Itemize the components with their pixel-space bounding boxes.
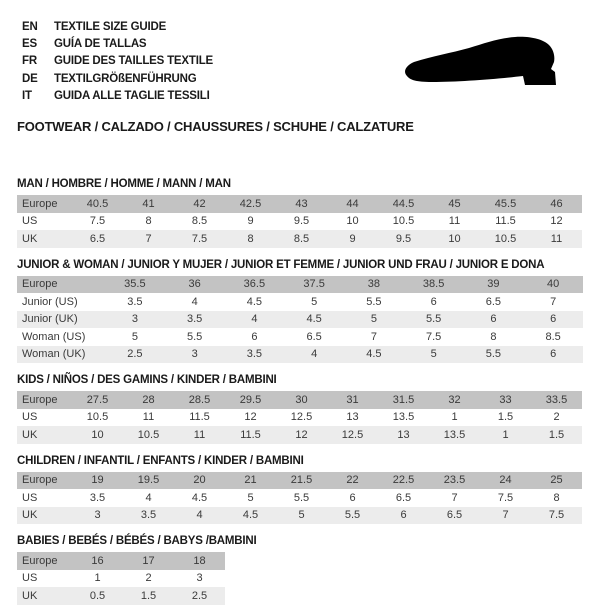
size-cell: 3.5 (127, 295, 143, 308)
size-cell: 5 (311, 295, 318, 308)
size-table-section (17, 259, 583, 364)
size-cell: 3 (94, 509, 101, 522)
table-row (17, 391, 582, 409)
size-cell: 30 (295, 393, 308, 406)
table-row (17, 489, 582, 507)
size-cell: 27.5 (86, 393, 109, 406)
size-cell: 7 (550, 295, 557, 308)
size-table (17, 472, 582, 525)
size-cell: 6 (400, 509, 407, 522)
size-cell: 19 (91, 474, 104, 487)
size-cell: 7.5 (89, 215, 106, 228)
size-cell: 5 (247, 491, 254, 504)
size-cell: 4.5 (366, 348, 382, 361)
size-cell: 29.5 (239, 393, 262, 406)
size-cell: 8.5 (293, 232, 310, 245)
size-cell: 44 (346, 197, 359, 210)
table-row (17, 328, 583, 346)
size-cell: 9 (247, 215, 254, 228)
table-row (17, 230, 582, 248)
size-cell: 38 (367, 278, 380, 291)
size-tables (17, 178, 583, 605)
language-code: FR (22, 55, 37, 68)
size-cell: 17 (142, 554, 155, 567)
size-cell: 12 (550, 215, 563, 228)
size-cell: 25 (550, 474, 563, 487)
size-cell: 3.5 (246, 348, 263, 361)
size-cell: 4 (191, 295, 198, 308)
size-cell: 6 (550, 348, 557, 361)
size-cell: 8 (490, 330, 497, 343)
size-cell: 40.5 (86, 197, 109, 210)
size-cell: 9 (349, 232, 356, 245)
size-table-section (17, 178, 583, 248)
size-cell: 10.5 (86, 411, 109, 424)
row-label: Junior (UK) (22, 313, 78, 326)
size-cell: 42.5 (239, 197, 262, 210)
size-cell: 28 (142, 393, 155, 406)
size-cell: 11 (448, 215, 461, 228)
size-cell: 5 (430, 348, 437, 361)
language-label: TEXTILE SIZE GUIDE (54, 20, 167, 33)
table-title: MAN / HOMBRE / HOMME / MANN / MAN (17, 178, 231, 190)
size-cell: 45.5 (494, 197, 517, 210)
row-label: US (22, 572, 38, 585)
language-code: IT (22, 90, 32, 103)
size-cell: 5.5 (485, 348, 502, 361)
size-cell: 2 (553, 411, 560, 424)
size-cell: 6.5 (395, 491, 412, 504)
size-cell: 1.5 (140, 589, 157, 602)
size-table (17, 391, 582, 444)
section-title: FOOTWEAR / CALZADO / CHAUSSURES / SCHUHE / CALZATURE (17, 119, 414, 134)
size-table (17, 195, 582, 248)
size-cell: 1.5 (497, 411, 514, 424)
size-cell: 10 (91, 428, 104, 441)
table-title: BABIES / BEBÉS / BÉBÉS / BABYS /BAMBINI (17, 535, 257, 547)
size-table (17, 276, 583, 364)
size-cell: 9.5 (395, 232, 412, 245)
table-row (17, 570, 225, 588)
size-cell: 32 (448, 393, 461, 406)
size-cell: 5 (131, 330, 138, 343)
size-cell: 7 (451, 491, 458, 504)
row-label: UK (22, 509, 38, 522)
size-cell: 39 (487, 278, 500, 291)
size-cell: 40 (547, 278, 560, 291)
row-label: Europe (22, 393, 58, 406)
size-cell: 36 (188, 278, 201, 291)
size-cell: 41 (142, 197, 155, 210)
page-header (17, 14, 583, 112)
table-row (17, 346, 583, 364)
size-cell: 35.5 (124, 278, 146, 291)
size-cell: 4 (311, 348, 318, 361)
size-cell: 0.5 (89, 589, 106, 602)
size-cell: 1 (94, 572, 101, 585)
size-cell: 6 (550, 313, 557, 326)
table-row (17, 472, 582, 490)
language-label: GUIDE DES TAILLES TEXTILE (54, 55, 213, 68)
size-cell: 11 (193, 428, 206, 441)
size-cell: 18 (193, 554, 206, 567)
size-cell: 10 (448, 232, 461, 245)
size-cell: 9.5 (293, 215, 310, 228)
size-cell: 1 (451, 411, 458, 424)
size-cell: 2.5 (191, 589, 208, 602)
size-cell: 6 (251, 330, 258, 343)
size-cell: 8 (553, 491, 560, 504)
row-label: UK (22, 232, 38, 245)
size-cell: 3.5 (89, 491, 106, 504)
size-cell: 8.5 (545, 330, 561, 343)
row-label: Europe (22, 554, 58, 567)
size-cell: 23.5 (443, 474, 466, 487)
size-cell: 7.5 (191, 232, 208, 245)
size-cell: 6.5 (89, 232, 106, 245)
table-title: KIDS / NIÑOS / DES GAMINS / KINDER / BAMBINI (17, 374, 277, 386)
size-cell: 7.5 (425, 330, 442, 343)
row-label: Woman (UK) (22, 348, 86, 361)
language-code: EN (22, 20, 38, 33)
size-cell: 6 (430, 295, 437, 308)
language-label: GUIDA ALLE TAGLIE TESSILI (54, 90, 210, 103)
size-cell: 33.5 (545, 393, 568, 406)
size-cell: 11.5 (240, 428, 261, 441)
size-cell: 42 (193, 197, 206, 210)
size-cell: 37.5 (303, 278, 325, 291)
size-cell: 11 (142, 411, 155, 424)
size-cell: 8 (247, 232, 254, 245)
size-cell: 43 (295, 197, 308, 210)
language-label: TEXTILGRÖßENFÜHRUNG (54, 72, 197, 85)
size-cell: 38.5 (422, 278, 445, 291)
size-cell: 12 (295, 428, 308, 441)
size-cell: 10 (346, 215, 359, 228)
size-cell: 5 (370, 313, 377, 326)
size-cell: 33 (499, 393, 512, 406)
size-cell: 44.5 (392, 197, 415, 210)
size-cell: 3.5 (186, 313, 203, 326)
table-row (17, 213, 582, 231)
size-cell: 22 (346, 474, 359, 487)
size-cell: 8 (145, 215, 152, 228)
size-cell: 6 (349, 491, 356, 504)
row-label: Europe (22, 474, 58, 487)
table-row (17, 293, 583, 311)
size-cell: 20 (193, 474, 206, 487)
row-label: Woman (US) (22, 330, 86, 343)
size-cell: 6 (490, 313, 497, 326)
size-cell: 11.5 (495, 215, 516, 228)
size-cell: 5.5 (293, 491, 310, 504)
size-cell: 21 (244, 474, 257, 487)
table-row (17, 276, 583, 294)
size-cell: 4.5 (242, 509, 259, 522)
size-cell: 4.5 (246, 295, 263, 308)
table-row (17, 507, 582, 525)
row-label: US (22, 215, 38, 228)
size-cell: 6.5 (485, 295, 502, 308)
row-label: Europe (22, 278, 58, 291)
table-row (17, 426, 582, 444)
size-cell: 10.5 (392, 215, 415, 228)
size-cell: 13.5 (392, 411, 415, 424)
size-cell: 5.5 (186, 330, 203, 343)
table-row (17, 587, 225, 605)
size-cell: 13 (346, 411, 359, 424)
size-cell: 5 (298, 509, 305, 522)
size-cell: 5.5 (366, 295, 382, 308)
size-cell: 45 (448, 197, 461, 210)
size-cell: 10.5 (137, 428, 160, 441)
size-cell: 11 (550, 232, 563, 245)
size-cell: 1 (502, 428, 509, 441)
size-cell: 16 (91, 554, 104, 567)
table-row (17, 195, 582, 213)
size-cell: 28.5 (188, 393, 211, 406)
size-cell: 31 (346, 393, 359, 406)
size-table (17, 552, 225, 605)
language-row (17, 18, 583, 35)
size-cell: 2 (145, 572, 152, 585)
row-label: UK (22, 428, 38, 441)
table-title: CHILDREN / INFANTIL / ENFANTS / KINDER / BAMBINI (17, 454, 304, 467)
size-cell: 13 (397, 428, 410, 441)
size-cell: 7 (145, 232, 152, 245)
size-cell: 7.5 (497, 491, 514, 504)
size-cell: 4 (251, 313, 258, 326)
size-cell: 7 (502, 509, 509, 522)
size-cell: 7.5 (548, 509, 565, 522)
language-code: ES (22, 38, 37, 51)
size-cell: 5.5 (344, 509, 361, 522)
row-label: Junior (US) (22, 295, 78, 308)
size-cell: 12 (244, 411, 257, 424)
size-cell: 13.5 (443, 428, 466, 441)
size-cell: 3 (191, 348, 198, 361)
size-cell: 24 (499, 474, 512, 487)
row-label: UK (22, 589, 38, 602)
size-cell: 21.5 (290, 474, 313, 487)
size-cell: 11.5 (189, 411, 210, 424)
size-cell: 3.5 (140, 509, 157, 522)
size-cell: 4.5 (191, 491, 208, 504)
size-cell: 1.5 (548, 428, 565, 441)
size-cell: 6.5 (306, 330, 322, 343)
table-row (17, 409, 582, 427)
language-label: GUÍA DE TALLAS (54, 38, 147, 51)
dress-shoe-icon (399, 35, 579, 97)
size-cell: 4.5 (306, 313, 322, 326)
size-table-section (17, 455, 583, 525)
language-code: DE (22, 72, 38, 85)
size-cell: 46 (550, 197, 563, 210)
size-table-section (17, 535, 583, 605)
size-cell: 10.5 (494, 232, 517, 245)
table-row (17, 311, 583, 329)
table-title: JUNIOR & WOMAN / JUNIOR Y MUJER / JUNIOR ET FEMME / JUNIOR UND FRAU / JUNIOR E DONA (17, 258, 545, 271)
size-cell: 19.5 (137, 474, 160, 487)
row-label: US (22, 491, 38, 504)
size-cell: 36.5 (243, 278, 266, 291)
row-label: Europe (22, 197, 58, 210)
size-cell: 4 (196, 509, 203, 522)
size-cell: 7 (370, 330, 377, 343)
size-cell: 4 (145, 491, 152, 504)
size-cell: 22.5 (392, 474, 415, 487)
size-cell: 2.5 (127, 348, 143, 361)
size-cell: 12.5 (341, 428, 364, 441)
size-cell: 31.5 (392, 393, 415, 406)
size-cell: 8.5 (191, 215, 208, 228)
size-cell: 3 (196, 572, 203, 585)
size-cell: 6.5 (446, 509, 463, 522)
size-table-section (17, 374, 583, 444)
table-row (17, 552, 225, 570)
size-cell: 3 (131, 313, 138, 326)
row-label: US (22, 411, 38, 424)
size-cell: 5.5 (425, 313, 442, 326)
size-cell: 12.5 (290, 411, 313, 424)
